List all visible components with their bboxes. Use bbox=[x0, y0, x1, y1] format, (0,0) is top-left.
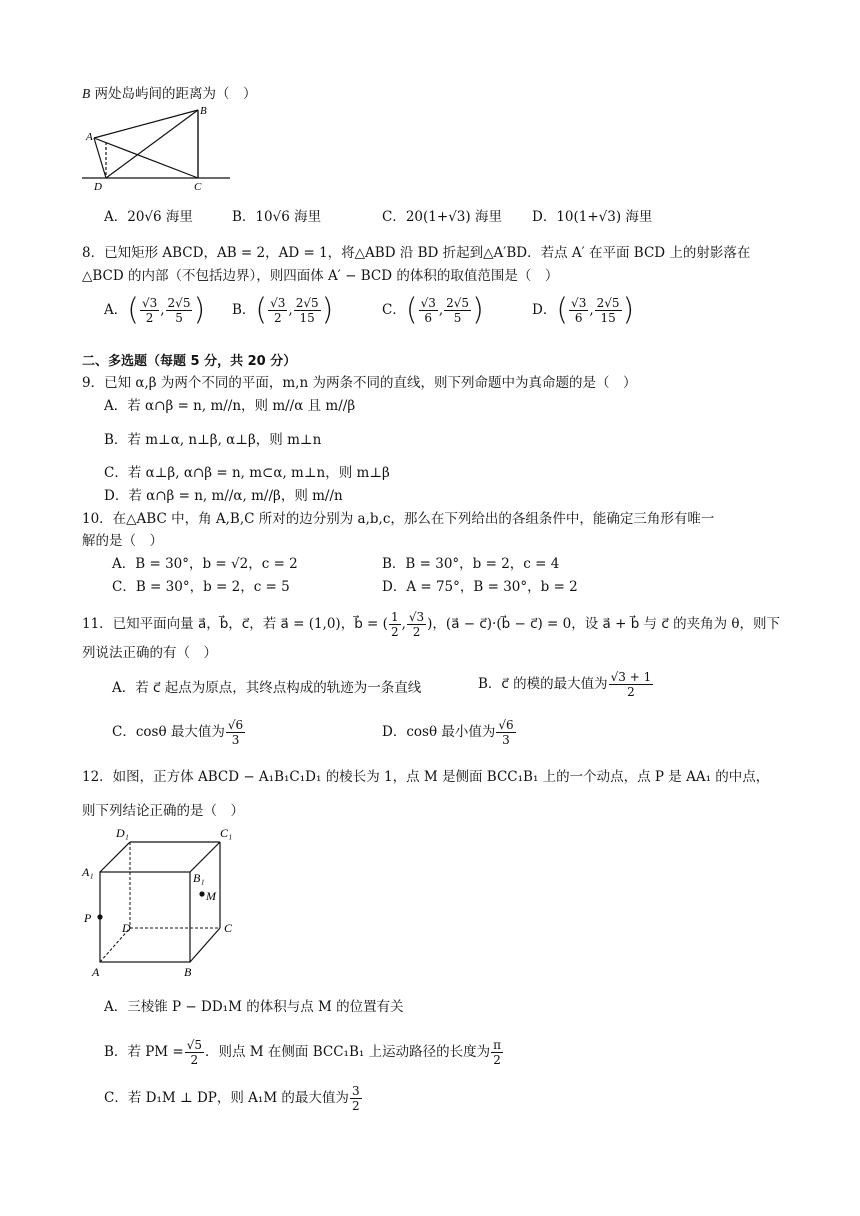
q7-label-d: D bbox=[94, 181, 102, 192]
q10-line1: 10．在△ABC 中，角 A,B,C 所对的边分别为 a,b,c，那么在下列给出的各组条件中，能确定三角形有唯一 bbox=[82, 511, 715, 527]
q10-option-d: D．A = 75°，B = 30°，b = 2 bbox=[382, 579, 578, 595]
q12-label-d1: D₁ bbox=[116, 826, 129, 840]
section-heading: 二、多选题（每题 5 分，共 20 分） bbox=[82, 354, 297, 369]
q11-line2: 列说法正确的有（ ） bbox=[82, 645, 217, 661]
q12-line1: 12．如图，正方体 ABCD − A₁B₁C₁D₁ 的棱长为 1，点 M 是侧面 BCC₁B₁ 上的一个动点，点 P 是 AA₁ 的中点， bbox=[82, 769, 770, 785]
q12-label-b: B bbox=[184, 965, 192, 979]
q12-option-c: C．若 D₁M ⊥ DP，则 A₁M 的最大值为 $\frac{3}{2}$ bbox=[104, 1084, 360, 1113]
q7-tail: B 两处岛屿间的距离为（ ） bbox=[82, 86, 257, 102]
q7-tail-var: B bbox=[82, 86, 91, 101]
q7-option-d: D．10(1+√3) 海里 bbox=[532, 209, 653, 225]
q11-option-a: A．若 c⃗ 起点为原点，其终点构成的轨迹为一条直线 bbox=[112, 680, 422, 696]
q12-cube-figure bbox=[80, 822, 250, 982]
q7-option-a: A．20√6 海里 bbox=[104, 209, 193, 225]
q7-figure bbox=[82, 102, 242, 192]
q8-option-b: B．( $\frac{√3}{2}$ , $\frac{2√5}{15}$ ) bbox=[232, 292, 334, 328]
q11-option-b: B．c⃗ 的模的最大值为 $\frac{√3 + 1}{2}$ bbox=[478, 670, 652, 699]
q10-option-b: B．B = 30°，b = 2，c = 4 bbox=[382, 556, 560, 572]
q9-stem: 9．已知 α,β 为两个不同的平面，m,n 为两条不同的直线，则下列命题中为真命题的是（ ） bbox=[82, 375, 637, 391]
q7-label-c: C bbox=[194, 181, 202, 192]
q9-option-c: C．若 α⊥β, α∩β = n, m⊂α, m⊥n，则 m⊥β bbox=[104, 465, 390, 481]
q10-option-a: A．B = 30°，b = √2，c = 2 bbox=[112, 556, 298, 572]
q12-label-d: D bbox=[122, 921, 131, 935]
q12-label-b1: B₁ bbox=[193, 871, 205, 885]
q9-option-b: B．若 m⊥α, n⊥β, α⊥β，则 m⊥n bbox=[104, 432, 322, 448]
q10-option-c: C．B = 30°，b = 2，c = 5 bbox=[112, 579, 290, 595]
q8-option-a: A．( $\frac{√3}{2}$ , $\frac{2√5}{5}$ ) bbox=[104, 292, 206, 328]
q12-option-b: B．若 PM = $\frac{√5}{2}$ ．则点 M 在侧面 BCC₁B₁ 上运动路径的长度为 $\frac{\pi}{2}$ bbox=[104, 1038, 501, 1067]
q12-line2: 则下列结论正确的是（ ） bbox=[82, 803, 244, 819]
q8-line2: △BCD 的内部（不包括边界），则四面体 A′ − BCD 的体积的取值范围是（ ） bbox=[82, 268, 559, 284]
q9-option-a: A．若 α∩β = n, m//n，则 m//α 且 m//β bbox=[104, 398, 356, 414]
q12-label-p: P bbox=[84, 911, 92, 925]
q7-label-a: A bbox=[86, 131, 93, 143]
q9-option-d: D．若 α∩β = n, m//α, m//β，则 m//n bbox=[104, 488, 343, 504]
q11-option-d: D．cosθ 最小值为 $\frac{√6}{3}$ bbox=[382, 718, 514, 747]
q8-line1: 8．已知矩形 ABCD，AB = 2，AD = 1，将△ABD 沿 BD 折起到△A′BD．若点 A′ 在平面 BCD 上的射影落在 bbox=[82, 245, 751, 261]
q7-option-b: B．10√6 海里 bbox=[232, 209, 322, 225]
q12-label-c1: C₁ bbox=[220, 826, 233, 840]
q8-option-d: D．( $\frac{√3}{6}$ , $\frac{2√5}{15}$ ) bbox=[532, 292, 635, 328]
q12-label-m: M bbox=[206, 889, 216, 903]
q11-line1: 11．已知平面向量 a⃗，b⃗，c⃗，若 a⃗ = (1,0)，b⃗ = ( $\frac{1}{2}$ , $\frac{√3}{2}$ )，(a⃗ − c⃗)·(b⃗ − c⃗) = 0，设 a⃗ + b⃗ 与 c⃗ 的夹角为 θ，则下 bbox=[82, 610, 780, 639]
q12-label-c: C bbox=[224, 921, 233, 935]
q10-line2: 解的是（ ） bbox=[82, 533, 163, 549]
q12-option-a: A．三棱锥 P − DD₁M 的体积与点 M 的位置有关 bbox=[104, 999, 404, 1015]
q12-label-a: A bbox=[92, 965, 100, 979]
q8-option-c: C．( $\frac{√3}{6}$ , $\frac{2√5}{5}$ ) bbox=[382, 292, 484, 328]
q12-label-a1: A₁ bbox=[82, 865, 94, 879]
q7-label-b: B bbox=[200, 105, 207, 117]
q7-option-c: C．20(1+√3) 海里 bbox=[382, 209, 502, 225]
q11-option-c: C．cosθ 最大值为 $\frac{√6}{3}$ bbox=[112, 718, 244, 747]
